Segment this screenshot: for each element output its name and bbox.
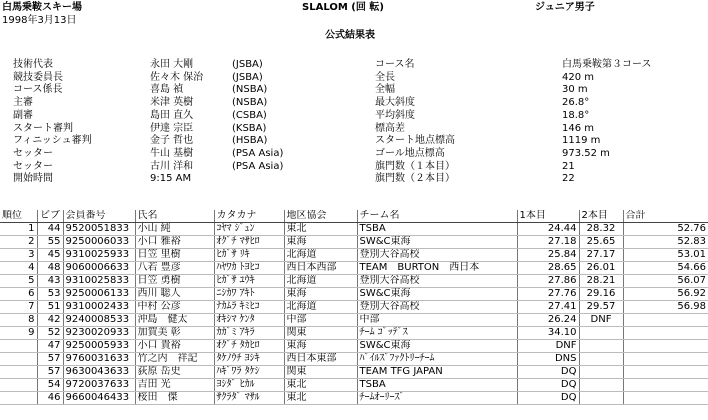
column-header-run1: 1本目	[517, 210, 579, 223]
cell-total: 56.07	[623, 275, 708, 288]
cell-total	[623, 366, 708, 379]
official-role: コース係長	[13, 84, 63, 96]
table-row	[0, 353, 708, 366]
official-role: 主審	[13, 97, 33, 109]
cell-team: TEAM TFG JAPAN	[357, 366, 517, 379]
cell-name: 加賀美 彰	[135, 327, 214, 340]
course-value: 18.8°	[562, 109, 590, 121]
cell-katakana: ﾊﾔﾜｶ ﾄﾖﾋｺ	[214, 262, 284, 275]
official-role: 副審	[13, 109, 33, 121]
cell-bib: 53	[37, 288, 63, 301]
cell-run1: DNF	[517, 340, 579, 353]
cell-team: ﾊﾞｲﾙｽﾞﾌｧｸﾄﾘｰﾁｰﾑ	[357, 353, 517, 366]
cell-run2	[579, 327, 623, 340]
cell-bib: 45	[37, 249, 63, 262]
course-value: 973.52 m	[562, 147, 610, 159]
cell-bib: 57	[37, 353, 63, 366]
cell-team: TSBA	[357, 379, 517, 392]
cell-region: 東北	[284, 392, 357, 405]
course-label: 旗門数（１本目）	[375, 160, 455, 172]
official-role: 開始時間	[13, 173, 53, 185]
cell-name: 小山 純	[135, 223, 214, 236]
table-row	[0, 262, 708, 275]
cell-member-no: 9660046433	[63, 392, 135, 405]
cell-bib: 54	[37, 379, 63, 392]
cell-region: 西日本東部	[284, 353, 357, 366]
course-label: ゴール地点標高	[375, 147, 445, 159]
cell-run1: 24.44	[517, 223, 579, 236]
cell-rank	[0, 392, 37, 405]
cell-name: 中村 公彦	[135, 301, 214, 314]
course-value: 白馬乗鞍第３コース	[562, 59, 652, 70]
official-name: 金子 哲也	[150, 135, 194, 147]
cell-katakana: ﾖｼﾀﾞ ﾋｶﾙ	[214, 379, 284, 392]
cell-team: SW&C東海	[357, 288, 517, 301]
course-value: 146 m	[562, 122, 595, 134]
cell-name: 吉田 光	[135, 379, 214, 392]
cell-region: 北海道	[284, 301, 357, 314]
official-org: (PSA Asia)	[232, 160, 284, 172]
course-value: 420 m	[562, 71, 595, 83]
cell-bib: 51	[37, 301, 63, 314]
official-org: (CSBA)	[232, 109, 267, 121]
cell-run2: 26.01	[579, 262, 623, 275]
official-org: (NSBA)	[232, 84, 268, 96]
cell-run2	[579, 379, 623, 392]
cell-name: 日笠 里樹	[135, 249, 214, 262]
cell-rank	[0, 366, 37, 379]
cell-region: 中部	[284, 314, 357, 327]
cell-region: 東北	[284, 223, 357, 236]
cell-katakana: ﾀｹﾉｳﾁ ﾖｼｷ	[214, 353, 284, 366]
cell-region: 関東	[284, 366, 357, 379]
cell-name: 小口 雅裕	[135, 236, 214, 249]
cell-team: SW&C東海	[357, 236, 517, 249]
official-name: 古川 洋和	[150, 160, 194, 172]
cell-name: 竹之内 祥記	[135, 353, 214, 366]
official-role: 競技委員長	[13, 71, 63, 83]
cell-katakana: ｺﾔﾏ ｼﾞｭﾝ	[214, 223, 284, 236]
cell-run2: 29.16	[579, 288, 623, 301]
cell-run2	[579, 353, 623, 366]
course-label: 全長	[375, 71, 395, 83]
cell-katakana: ﾋｶﾞｻ ﾘｷ	[214, 249, 284, 262]
course-label: スタート地点標高	[375, 135, 455, 147]
cell-bib: 55	[37, 236, 63, 249]
official-role: フィニッシュ審判	[13, 135, 92, 147]
cell-katakana: ﾊｷﾞﾜﾗ ﾀｹｼ	[214, 366, 284, 379]
cell-bib: 42	[37, 314, 63, 327]
cell-team: TSBA	[357, 223, 517, 236]
course-label: コース名	[375, 59, 415, 70]
cell-total: 52.83	[623, 236, 708, 249]
cell-total: 54.66	[623, 262, 708, 275]
cell-rank: 5	[0, 275, 37, 288]
cell-rank	[0, 353, 37, 366]
cell-rank	[0, 379, 37, 392]
cell-name: 西川 聡人	[135, 288, 214, 301]
table-row	[0, 340, 708, 353]
course-label: 最大斜度	[375, 97, 415, 109]
cell-bib: 52	[37, 327, 63, 340]
venue-title: 白馬乗鞍スキー場	[2, 2, 82, 13]
cell-total	[623, 314, 708, 327]
course-value: 22	[562, 173, 575, 185]
table-row	[0, 379, 708, 392]
column-header-name: 氏名	[135, 210, 214, 223]
cell-total	[623, 340, 708, 353]
official-role: 技術代表	[13, 59, 53, 70]
doc-title: 公式結果表	[325, 30, 375, 41]
table-row	[0, 314, 708, 327]
official-role: セッター	[13, 160, 53, 172]
course-value: 21	[562, 160, 575, 172]
official-name: 伊達 宗臣	[150, 122, 194, 134]
cell-name: 小口 貴裕	[135, 340, 214, 353]
official-name: 喜島 禎	[150, 84, 184, 96]
cell-katakana: ｶｶﾞﾐ ｱｷﾗ	[214, 327, 284, 340]
cell-member-no: 9720037633	[63, 379, 135, 392]
category-label: ジュニア男子	[535, 2, 595, 13]
cell-run1: 27.18	[517, 236, 579, 249]
cell-katakana: ｵｷｼﾏ ｹﾝﾀ	[214, 314, 284, 327]
cell-team: 登別大谷高校	[357, 275, 517, 288]
cell-rank: 7	[0, 301, 37, 314]
official-name: 牛山 基樹	[150, 147, 194, 159]
event-name: SLALOM (回 転)	[302, 2, 384, 13]
course-value: 1119 m	[562, 135, 601, 147]
cell-team: TEAM BURTON 西日本	[357, 262, 517, 275]
cell-name: 荻原 岳史	[135, 366, 214, 379]
cell-total: 53.01	[623, 249, 708, 262]
column-header-region: 地区協会	[284, 210, 357, 223]
cell-member-no: 9310002433	[63, 301, 135, 314]
cell-rank: 2	[0, 236, 37, 249]
results-table	[0, 210, 708, 405]
table-row	[0, 392, 708, 405]
cell-run1: DQ	[517, 392, 579, 405]
cell-bib: 44	[37, 223, 63, 236]
cell-bib: 46	[37, 392, 63, 405]
official-name: 島田 直久	[150, 109, 194, 121]
column-header-team: チーム名	[357, 210, 517, 223]
cell-region: 東北	[284, 379, 357, 392]
cell-team: 中部	[357, 314, 517, 327]
cell-rank: 4	[0, 262, 37, 275]
cell-team: 登別大谷高校	[357, 301, 517, 314]
course-label: 旗門数（２本目）	[375, 173, 455, 185]
event-date: 1998年3月13日	[2, 15, 77, 26]
cell-region: 関東	[284, 327, 357, 340]
cell-run1: 25.84	[517, 249, 579, 262]
cell-rank: 6	[0, 288, 37, 301]
table-row	[0, 275, 708, 288]
table-row	[0, 236, 708, 249]
cell-member-no: 9230020933	[63, 327, 135, 340]
cell-run2	[579, 340, 623, 353]
table-row	[0, 288, 708, 301]
cell-total: 56.92	[623, 288, 708, 301]
cell-run1: 27.41	[517, 301, 579, 314]
table-row	[0, 366, 708, 379]
cell-bib: 57	[37, 366, 63, 379]
cell-run1: DQ	[517, 366, 579, 379]
cell-run1: 27.86	[517, 275, 579, 288]
cell-team: SW&C東海	[357, 340, 517, 353]
cell-run2	[579, 366, 623, 379]
cell-katakana: ｵｸﾞﾁ ﾀｶﾋﾛ	[214, 340, 284, 353]
cell-region: 北海道	[284, 275, 357, 288]
table-row	[0, 249, 708, 262]
cell-member-no: 9250005933	[63, 340, 135, 353]
cell-region: 東海	[284, 288, 357, 301]
column-header-run2: 2本目	[579, 210, 623, 223]
cell-run1: 28.65	[517, 262, 579, 275]
cell-rank	[0, 340, 37, 353]
cell-member-no: 9310025833	[63, 275, 135, 288]
cell-run2: DNF	[579, 314, 623, 327]
cell-run1: DNS	[517, 353, 579, 366]
column-header-rank: 順位	[0, 210, 37, 223]
column-header-bib: ビブ	[37, 210, 63, 223]
cell-team: ﾁｰﾑ ｺﾞｯﾃﾞｽ	[357, 327, 517, 340]
cell-name: 日笠 勇樹	[135, 275, 214, 288]
cell-region: 北海道	[284, 249, 357, 262]
cell-member-no: 9630043633	[63, 366, 135, 379]
cell-rank: 1	[0, 223, 37, 236]
official-org: (JSBA)	[232, 59, 263, 70]
cell-member-no: 9310025933	[63, 249, 135, 262]
cell-katakana: ｻｸﾗﾀﾞ ﾏｻﾙ	[214, 392, 284, 405]
cell-katakana: ﾋｶﾞｻ ﾕｳｷ	[214, 275, 284, 288]
official-role: セッター	[13, 147, 53, 159]
cell-run1: DQ	[517, 379, 579, 392]
cell-katakana: ﾅｶﾑﾗ ｷﾐﾋｺ	[214, 301, 284, 314]
cell-member-no: 9060006633	[63, 262, 135, 275]
cell-total: 56.98	[623, 301, 708, 314]
table-header	[0, 210, 708, 223]
cell-total	[623, 379, 708, 392]
official-name: 9:15 AM	[150, 173, 192, 185]
cell-name: 桜田 傑	[135, 392, 214, 405]
course-label: 平均斜度	[375, 109, 415, 121]
cell-run2: 28.21	[579, 275, 623, 288]
cell-member-no: 9760031633	[63, 353, 135, 366]
course-label: 全幅	[375, 84, 395, 96]
course-value: 30 m	[562, 84, 588, 96]
cell-member-no: 9250006033	[63, 236, 135, 249]
cell-run1: 34.10	[517, 327, 579, 340]
cell-member-no: 9250006133	[63, 288, 135, 301]
cell-team: ﾁｰﾑｵｰﾘｰｽﾞ	[357, 392, 517, 405]
cell-region: 東海	[284, 236, 357, 249]
cell-run2: 29.57	[579, 301, 623, 314]
cell-name: 八若 豊彦	[135, 262, 214, 275]
official-name: 永田 大剛	[150, 59, 194, 70]
cell-rank: 8	[0, 314, 37, 327]
column-header-katakana: カタカナ	[214, 210, 284, 223]
cell-team: 登別大谷高校	[357, 249, 517, 262]
cell-run2: 25.65	[579, 236, 623, 249]
cell-total	[623, 327, 708, 340]
cell-rank: 9	[0, 327, 37, 340]
official-org: (KSBA)	[232, 122, 267, 134]
official-org: (NSBA)	[232, 97, 268, 109]
table-row	[0, 301, 708, 314]
cell-region: 東海	[284, 340, 357, 353]
cell-run2: 28.32	[579, 223, 623, 236]
cell-run1: 26.24	[517, 314, 579, 327]
official-org: (PSA Asia)	[232, 147, 284, 159]
cell-run2: 27.17	[579, 249, 623, 262]
cell-bib: 48	[37, 262, 63, 275]
cell-bib: 43	[37, 275, 63, 288]
cell-total: 52.76	[623, 223, 708, 236]
table-row	[0, 223, 708, 236]
column-header-total: 合計	[623, 210, 708, 223]
cell-run2	[579, 392, 623, 405]
cell-katakana: ﾆｼｶﾜ ｱｷﾄ	[214, 288, 284, 301]
table-row	[0, 327, 708, 340]
cell-total	[623, 392, 708, 405]
cell-region: 西日本西部	[284, 262, 357, 275]
cell-total	[623, 353, 708, 366]
column-header-member-no: 会員番号	[63, 210, 135, 223]
course-label: 標高差	[375, 122, 405, 134]
cell-katakana: ｵｸﾞﾁ ﾏｻﾋﾛ	[214, 236, 284, 249]
cell-member-no: 9520051833	[63, 223, 135, 236]
cell-bib: 47	[37, 340, 63, 353]
official-name: 米津 英樹	[150, 97, 194, 109]
official-org: (JSBA)	[232, 71, 263, 83]
official-org: (HSBA)	[232, 135, 268, 147]
official-name: 佐々木 保治	[150, 71, 204, 83]
cell-name: 沖島 健太	[135, 314, 214, 327]
cell-run1: 27.76	[517, 288, 579, 301]
official-role: スタート審判	[13, 122, 73, 134]
cell-rank: 3	[0, 249, 37, 262]
cell-member-no: 9240008533	[63, 314, 135, 327]
course-value: 26.8°	[562, 97, 590, 109]
